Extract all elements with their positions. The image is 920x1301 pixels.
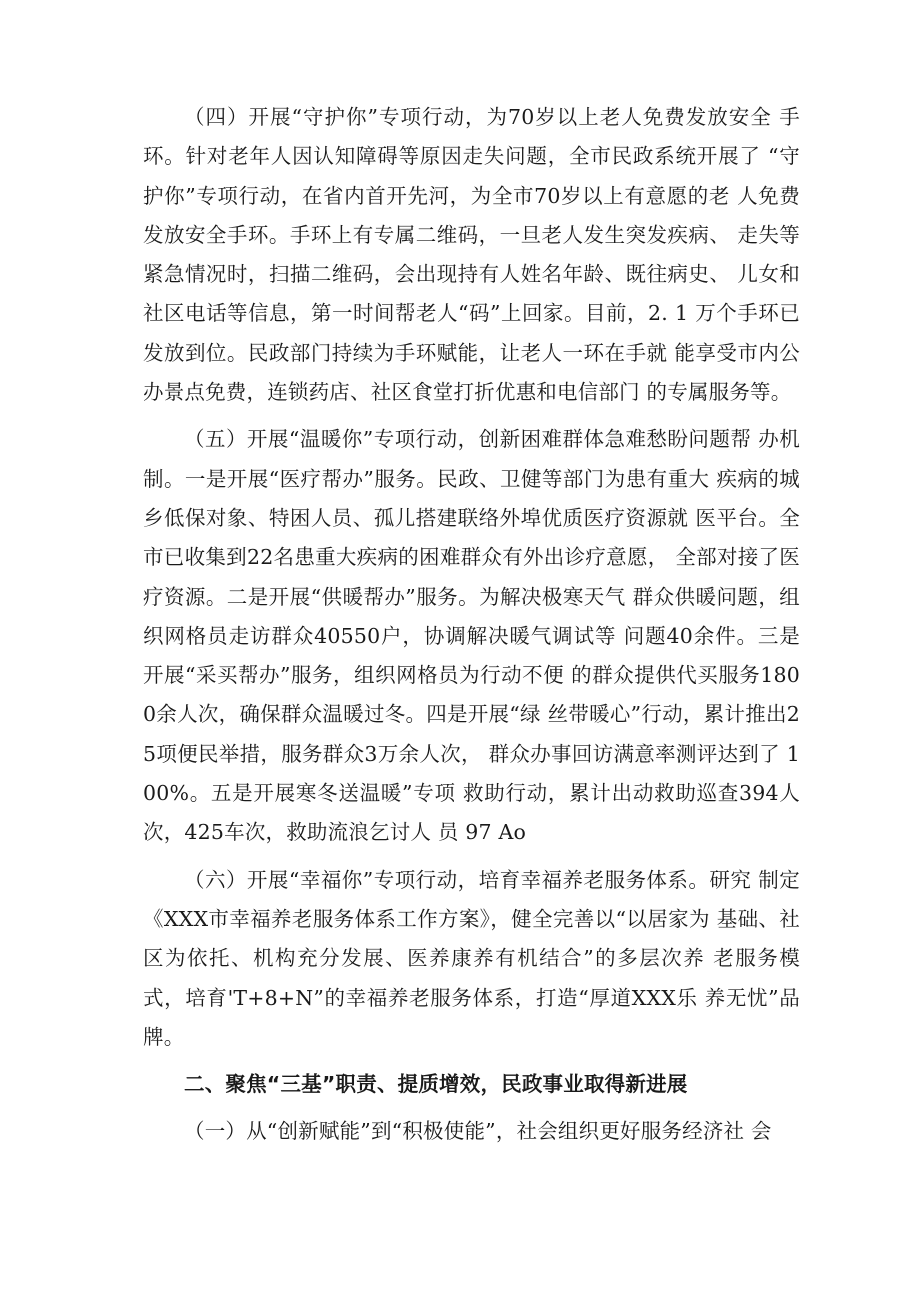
paragraph-guard-you: （四）开展“守护你”专项行动，为70岁以上老人免费发放安全 手环。针对老年人因认知障碍等原因走失问题，全市民政系统开展了 “守护你”专项行动，在省内首开先河，为全市70岁以上有意愿的老 人免费发放安全手环。手环上有专属二维码，一旦老人发生突发疾病、 走失等紧急情况时，扫描二维码，会出现持有人姓名年龄、既往病史、 儿女和社区电话等信息，第一时间帮老人“码”上回家。目前，2. 1 万个手环已发放到位。民政部门持续为手环赋能，让老人一环在手就 能享受市内公办景点免费，连锁药店、社区食堂打折优惠和电信部门 的专属服务等。 xyxy=(143,105,800,405)
paragraph-warm-you: （五）开展“温暖你”专项行动，创新困难群体急难愁盼问题帮 办机制。一是开展“医疗帮办”服务。民政、卫健等部门为患有重大 疾病的城乡低保对象、特困人员、孤儿搭建联络外埠优质医疗资源就 医平台。全市已收集到22名患重大疾病的困难群众有外出诊疗意愿， 全部对接了医疗资源。二是开展“供暖帮办”服务。为解决极寒天气 群众供暖问题，组织网格员走访群众40550户，协调解决暖气调试等 问题40余件。三是开展“采买帮办”服务，组织网格员为行动不便 的群众提供代买服务1800余人次，确保群众温暖过冬。四是开展“绿 丝带暖心”行动，累计推出25项便民举措，服务群众3万余人次， 群众办事回访满意率测评达到了 100%。五是开展寒冬送温暖”专项 救助行动，累计出动救助巡查394人次，425车次，救助流浪乞讨人 员 97 Ao xyxy=(143,427,800,845)
section-heading: 二、聚焦“三基”职责、提质增效，民政事业取得新进展 xyxy=(184,1072,688,1097)
paragraph-innovation: （一）从“创新赋能”到“积极使能”，社会组织更好服务经济社 会 xyxy=(184,1119,772,1144)
paragraph-happy-you: （六）开展“幸福你”专项行动，培育幸福养老服务体系。研究 制定《XXX市幸福养老服务体系工作方案》，健全完善以“以居家为 基础、社区为依托、机构充分发展、医养康养有机结合”的多层次养 老服务模式，培育'T+8+N”的幸福养老服务体系，打造“厚道XXX乐 养无忧”品牌。 xyxy=(143,867,800,1049)
